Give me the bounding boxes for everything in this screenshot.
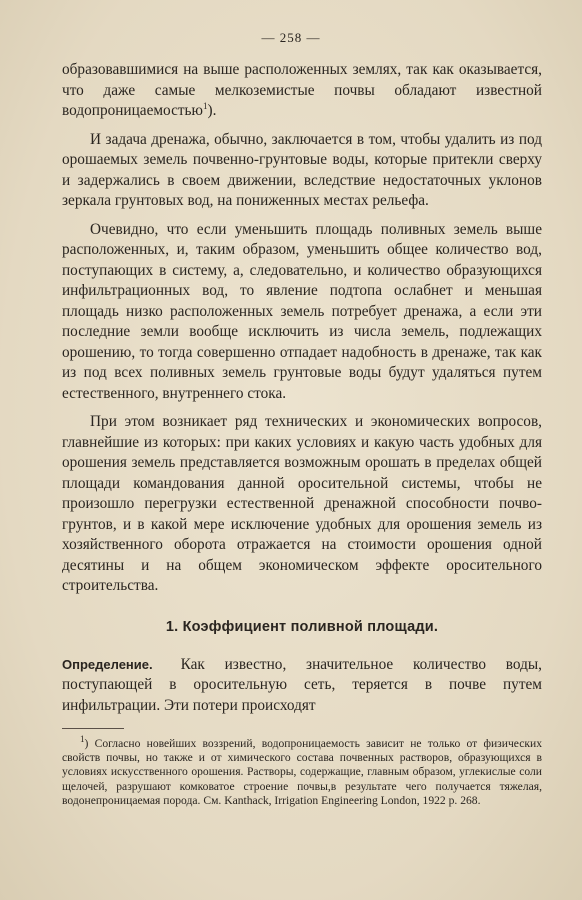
paragraph-drainage-task: И задача дренажа, обычно, заключается в том, чтобы удалить из под орошаемых земель почвенно-грунтовые воды, которые притекли сверху и задержались в своем движении, вследствие недостаточных уклонов зеркала грунтовых вод, на пониженных местах рельефа. xyxy=(62,130,542,209)
section-heading: 1. Коэффициент поливной площади. xyxy=(165,618,439,635)
definition-paragraph xyxy=(62,655,542,717)
footnote xyxy=(62,734,542,808)
page-number: — 258 — xyxy=(261,30,321,45)
footnote-text: ) Согласно новейших воззрений, водопроницаемость зависит не только от физических свойств почвы, но также и от химического состава почвенных растворов, образующихся в условиях искусственного орошения. Растворы, содержащие, главным образом, углекислые соли щелочей, разрушают комковатое строение почвы,в результате чего получается тяжелая, водонепроницаемая порода. См. Kanthack, Irrigation Engineering London, 1922 p. 268. xyxy=(62,737,542,807)
footnote-divider xyxy=(62,728,124,729)
paragraph-reduce-area: Очевидно, что если уменьшить площадь поливных земель выше расположенных, и, таким образом, уменьшить общее количество вод, поступающих в систему, а, следовательно, и количество образующихся инфильтрационных вод, то явление подтопа ослабнет и меньшая площадь низко расположенных земель потребует дренажа, а если эти последние земли вообще исключить из числа земель, подлежащих орошению, то тогда совершенно отпадает надобность в дренаже, так как из под всех поливных земель грунтовые воды будут удаляться путем естественного, внутреннего стока. xyxy=(62,220,542,402)
paragraph-text: образовавшимися на выше расположенных землях, так как оказывается, что даже самые мелкоземистые почвы обладают известной водопроницаемостью xyxy=(62,61,542,119)
paragraph-questions: При этом возникает ряд технических и экономических вопросов, главнейшие из которых: при каких условиях и какую часть удобных для орошения земель представляется возможным орошать в пределах общей площади командования данной оросительной системы, чтобы не произошло перегрузки естественной дренажной способности почво-грунтов, и в какой мере исключение удобных для орошения земель из хозяйственного оборота отражается на стоимости орошения одной десятины и на общем экономическом эффекте оросительного строительства. xyxy=(62,413,542,594)
page-body xyxy=(62,60,542,808)
definition-label: Определение. xyxy=(62,656,153,672)
paragraph-continued xyxy=(62,60,542,122)
paragraph-tail: ). xyxy=(207,102,217,119)
footnote-reference[interactable]: 1 xyxy=(202,100,208,111)
definition-text: Как известно, значительное количество воды, поступающей в оросительную сеть, теряется в почве путем инфильтрации. Эти потери происходят xyxy=(62,655,542,714)
footnote-marker: 1 xyxy=(80,734,85,745)
